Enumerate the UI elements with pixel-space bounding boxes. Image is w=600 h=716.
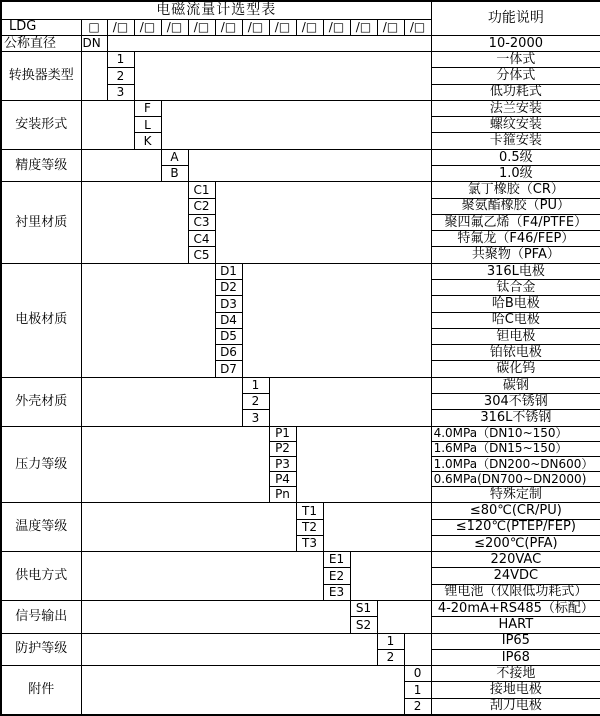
option-code: D5 xyxy=(215,328,242,344)
option-desc: HART xyxy=(431,617,600,633)
spacer-cell xyxy=(81,182,188,263)
option-code: D3 xyxy=(215,296,242,312)
spacer-cell xyxy=(296,426,431,503)
option-desc: 不接地 xyxy=(431,666,600,682)
option-desc: IP65 xyxy=(431,633,600,649)
category-label: 安装形式 xyxy=(1,100,81,149)
option-desc: 0.6MPa(DN700~DN2000) xyxy=(431,471,600,486)
option-desc: 24VDC xyxy=(431,568,600,584)
option-code: C1 xyxy=(188,182,215,198)
category-label: 外壳材质 xyxy=(1,377,81,426)
option-desc: ≤200℃(PFA) xyxy=(431,535,600,551)
option-desc: 钛合金 xyxy=(431,280,600,296)
option-row xyxy=(1,100,600,116)
spacer-cell xyxy=(404,633,431,666)
option-desc: 0.5级 xyxy=(431,149,600,165)
option-row xyxy=(1,263,600,279)
model-slot-box: /□ xyxy=(161,19,188,35)
option-desc: 聚四氟乙烯（F4/PTFE） xyxy=(431,214,600,230)
model-slot-box: /□ xyxy=(215,19,242,35)
diameter-desc: 10-2000 xyxy=(431,35,600,51)
model-slot-box: /□ xyxy=(404,19,431,35)
option-code: C5 xyxy=(188,247,215,263)
option-code: 2 xyxy=(107,68,134,84)
option-desc: 碳钢 xyxy=(431,377,600,393)
category-label: 衬里材质 xyxy=(1,182,81,263)
option-code: D6 xyxy=(215,345,242,361)
spacer-cell xyxy=(81,666,404,715)
option-desc: 接地电极 xyxy=(431,682,600,698)
option-desc: 4.0MPa（DN10~150） xyxy=(431,426,600,441)
option-desc: 聚氨酯橡胶（PU） xyxy=(431,198,600,214)
option-code: C4 xyxy=(188,231,215,247)
spacer-cell xyxy=(323,503,431,552)
category-label: 信号输出 xyxy=(1,600,81,633)
option-code: F xyxy=(134,100,161,116)
option-desc: 法兰安装 xyxy=(431,100,600,116)
category-label: 温度等级 xyxy=(1,503,81,552)
spacer-cell xyxy=(81,263,215,377)
option-code: C3 xyxy=(188,214,215,230)
option-desc: ≤120℃(PTEP/FEP) xyxy=(431,519,600,535)
option-code: 2 xyxy=(377,649,404,665)
spacer-cell xyxy=(161,100,431,149)
option-code: 1 xyxy=(107,52,134,68)
option-desc: 氯丁橡胶（CR） xyxy=(431,182,600,198)
model-slot-box: /□ xyxy=(296,19,323,35)
spacer-cell xyxy=(350,552,431,601)
option-code: 2 xyxy=(404,698,431,715)
option-code: D7 xyxy=(215,361,242,377)
option-code: 2 xyxy=(242,393,269,409)
option-desc: 304不锈钢 xyxy=(431,393,600,409)
option-code: S2 xyxy=(350,617,377,633)
model-slot-box: /□ xyxy=(242,19,269,35)
spacer-cell xyxy=(242,263,431,377)
spacer-cell xyxy=(134,52,431,101)
spacer-cell xyxy=(81,552,323,601)
option-desc: 4-20mA+RS485（标配） xyxy=(431,600,600,616)
option-code: T3 xyxy=(296,535,323,551)
option-desc: 特氟龙（F46/FEP） xyxy=(431,231,600,247)
option-desc: 刮刀电极 xyxy=(431,698,600,715)
option-code: 1 xyxy=(377,633,404,649)
option-code: E2 xyxy=(323,568,350,584)
option-code: D2 xyxy=(215,280,242,296)
option-code: 0 xyxy=(404,666,431,682)
category-label: 电极材质 xyxy=(1,263,81,377)
category-label: 防护等级 xyxy=(1,633,81,666)
option-row xyxy=(1,377,600,393)
option-code: 1 xyxy=(242,377,269,393)
option-code: P2 xyxy=(269,441,296,456)
option-row xyxy=(1,600,600,616)
option-code: Pn xyxy=(269,486,296,502)
option-code: D4 xyxy=(215,312,242,328)
option-desc: 分体式 xyxy=(431,68,600,84)
spacer-cell xyxy=(188,149,431,182)
option-row xyxy=(1,503,600,519)
model-slot-box: /□ xyxy=(134,19,161,35)
spacer-cell xyxy=(81,52,107,101)
function-column-header: 功能说明 xyxy=(431,1,600,35)
option-desc: 碳化钨 xyxy=(431,361,600,377)
spacer-cell xyxy=(377,600,431,633)
option-desc: 螺纹安装 xyxy=(431,117,600,133)
option-code: D1 xyxy=(215,263,242,279)
option-desc: 220VAC xyxy=(431,552,600,568)
option-code: E1 xyxy=(323,552,350,568)
diameter-row xyxy=(1,35,600,51)
spacer-cell xyxy=(107,35,431,51)
option-code: 3 xyxy=(107,84,134,100)
option-desc: 卡箍安装 xyxy=(431,133,600,149)
spacer-cell xyxy=(269,377,431,426)
category-label: 精度等级 xyxy=(1,149,81,182)
spacer-cell xyxy=(215,182,431,263)
option-row xyxy=(1,426,600,441)
category-label: 供电方式 xyxy=(1,552,81,601)
option-row xyxy=(1,666,600,682)
model-prefix: LDG xyxy=(1,19,81,35)
option-row xyxy=(1,552,600,568)
option-desc: 哈B电极 xyxy=(431,296,600,312)
option-code: T1 xyxy=(296,503,323,519)
model-slot-box: /□ xyxy=(188,19,215,35)
spacer-cell xyxy=(81,149,161,182)
model-base-box: □ xyxy=(81,19,107,35)
option-code: E3 xyxy=(323,584,350,600)
option-code: P4 xyxy=(269,471,296,486)
option-desc: 哈C电极 xyxy=(431,312,600,328)
category-label: 公称直径 xyxy=(1,35,81,51)
option-code: P1 xyxy=(269,426,296,441)
option-row xyxy=(1,149,600,165)
option-code: T2 xyxy=(296,519,323,535)
diameter-code: DN xyxy=(81,35,107,51)
option-desc: 锂电池（仅限低功耗式） xyxy=(431,584,600,600)
option-desc: 铂铱电极 xyxy=(431,345,600,361)
option-code: S1 xyxy=(350,600,377,616)
option-row xyxy=(1,633,600,649)
option-desc: 1.0级 xyxy=(431,166,600,182)
option-code: P3 xyxy=(269,456,296,471)
spacer-cell xyxy=(81,503,296,552)
model-slot-box: /□ xyxy=(269,19,296,35)
option-desc: 1.0MPa（DN200~DN600） xyxy=(431,456,600,471)
header-row xyxy=(1,1,600,19)
category-label: 转换器类型 xyxy=(1,52,81,101)
option-desc: IP68 xyxy=(431,649,600,665)
option-row xyxy=(1,52,600,68)
option-desc: 1.6MPa（DN15~150） xyxy=(431,441,600,456)
model-slot-box: /□ xyxy=(107,19,134,35)
spacer-cell xyxy=(81,426,269,503)
category-label: 附件 xyxy=(1,666,81,715)
option-code: B xyxy=(161,166,188,182)
option-desc: 特殊定制 xyxy=(431,486,600,502)
option-desc: 低功耗式 xyxy=(431,84,600,100)
model-slot-box: /□ xyxy=(377,19,404,35)
option-desc: 钽电极 xyxy=(431,328,600,344)
option-code: 3 xyxy=(242,410,269,426)
option-code: C2 xyxy=(188,198,215,214)
option-row xyxy=(1,182,600,198)
option-code: L xyxy=(134,117,161,133)
category-label: 压力等级 xyxy=(1,426,81,503)
spacer-cell xyxy=(81,600,350,633)
spacer-cell xyxy=(81,377,242,426)
option-code: 1 xyxy=(404,682,431,698)
table-title: 电磁流量计选型表 xyxy=(1,1,431,19)
option-desc: 一体式 xyxy=(431,52,600,68)
spacer-cell xyxy=(81,633,377,666)
option-desc: ≤80℃(CR/PU) xyxy=(431,503,600,519)
option-desc: 共聚物（PFA） xyxy=(431,247,600,263)
option-desc: 316L电极 xyxy=(431,263,600,279)
option-desc: 316L不锈钢 xyxy=(431,410,600,426)
option-code: A xyxy=(161,149,188,165)
option-code: K xyxy=(134,133,161,149)
spacer-cell xyxy=(81,100,134,149)
model-slot-box: /□ xyxy=(350,19,377,35)
model-slot-box: /□ xyxy=(323,19,350,35)
